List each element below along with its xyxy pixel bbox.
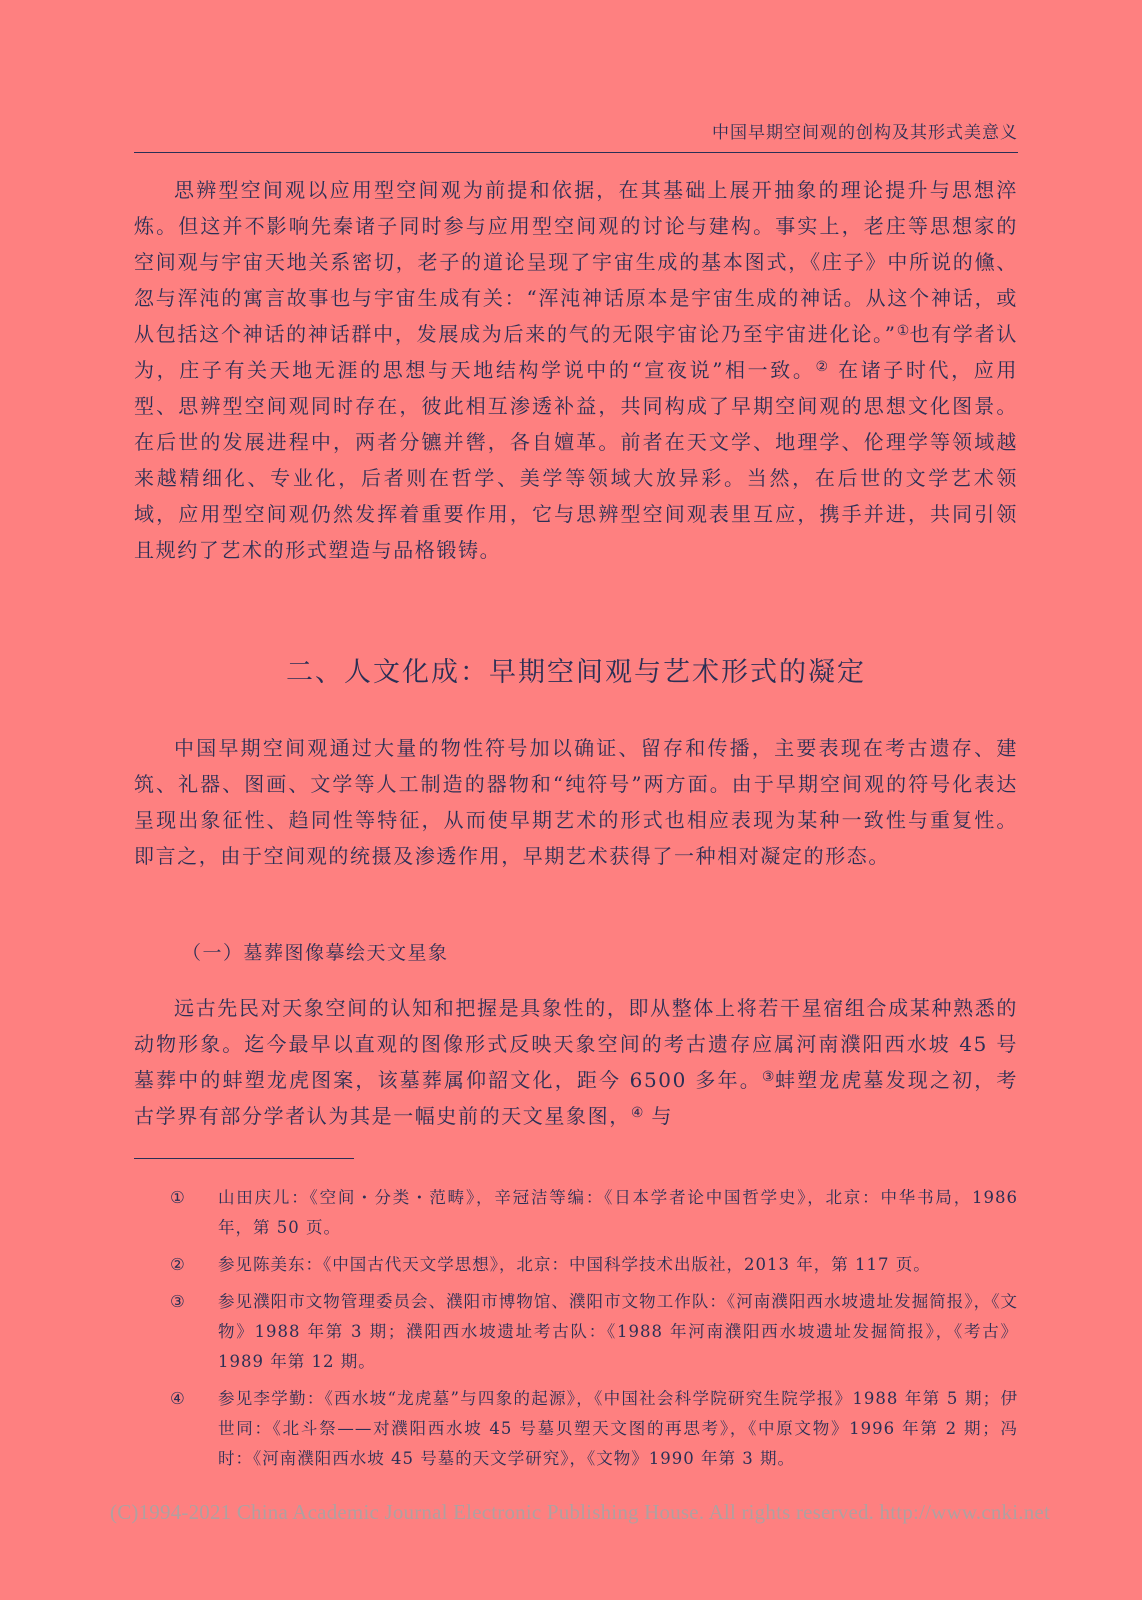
footnote-marker: ②: [170, 1255, 186, 1274]
paragraph-text: 与: [643, 1104, 673, 1128]
footnotes: [170, 1183, 1018, 1481]
footnote-divider: [134, 1158, 354, 1159]
footnote-4: [170, 1384, 1018, 1474]
footnote-marker: ③: [170, 1292, 186, 1311]
paragraph-text: 思辨型空间观以应用型空间观为前提和依据，在其基础上展开抽象的理论提升与思想淬炼。但这并不影响先秦诸子同时参与应用型空间观的讨论与建构。事实上，老庄等思想家的空间观与宇宙天地关系密切，老子的道论呈现了宇宙生成的基本图式，《庄子》中所说的儵、忽与浑沌的寓言故事也与宇宙生成有关：“浑沌神话原本是宇宙生成的神话。从这个神话，或从包括这个神话的神话群中，发展成为后来的气的无限宇宙论乃至宇宙进化论。”: [134, 178, 1018, 346]
copyright-watermark: (C)1994-2021 China Academic Journal Electronic Publishing House. All rights reserved. http://www.cnki.net: [110, 1500, 1050, 1524]
footnote-ref-4[interactable]: ④: [630, 1105, 644, 1121]
body-paragraph-2: 中国早期空间观通过大量的物性符号加以确证、留存和传播，主要表现在考古遗存、建筑、礼器、图画、文学等人工制造的器物和“纯符号”两方面。由于早期空间观的符号化表达呈现出象征性、趋同性等特征，从而使早期艺术的形式也相应表现为某种一致性与重复性。即言之，由于空间观的统摄及渗透作用，早期艺术获得了一种相对凝定的形态。: [134, 736, 1018, 868]
footnote-marker: ①: [170, 1188, 186, 1207]
footnote-ref-2[interactable]: ②: [815, 359, 830, 375]
subsection-title: （一）墓葬图像摹绘天文星象: [182, 942, 449, 964]
body-paragraph-3: [134, 990, 1018, 1134]
footnote-marker: ④: [170, 1389, 186, 1408]
footnote-ref-1[interactable]: ①: [896, 323, 910, 339]
body-paragraph-1: [134, 172, 1018, 568]
paragraph-text: 远古先民对天象空间的认知和把握是具象性的，即从整体上将若干星宿组合成某种熟悉的动物形象。迄今最早以直观的图像形式反映天象空间的考古遗存应属河南濮阳西水坡 45 号墓葬中的蚌塑龙虎图案，该墓葬属仰韶文化，距今 6500 多年。: [134, 996, 1018, 1092]
footnote-text: 参见李学勤：《西水坡“龙虎墓”与四象的起源》，《中国社会科学院研究生院学报》1988 年第 5 期；伊世同：《北斗祭——对濮阳西水坡 45 号墓贝塑天文图的再思考》，《中原文物》1996 年第 2 期；冯时：《河南濮阳西水坡 45 号墓的天文学研究》，《文物》1990 年第 3 期。: [218, 1389, 1018, 1468]
footnote-1: [170, 1183, 1018, 1243]
paragraph-text: 蚌塑龙虎墓发现之初，考古学界有部分学者认为其是一幅史前的天文星象图，: [134, 1068, 1018, 1128]
footnote-2: [170, 1250, 1018, 1280]
section-title: 二、人文化成：早期空间观与艺术形式的凝定: [286, 657, 866, 688]
header-divider: [134, 152, 1018, 153]
running-head: 中国早期空间观的创构及其形式美意义: [712, 123, 1018, 143]
footnote-text: 山田庆儿：《空间・分类・范畴》，辛冠洁等编：《日本学者论中国哲学史》，北京：中华书局，1986 年，第 50 页。: [218, 1188, 1018, 1237]
footnote-text: 参见濮阳市文物管理委员会、濮阳市博物馆、濮阳市文物工作队：《河南濮阳西水坡遗址发掘简报》，《文物》1988 年第 3 期；濮阳西水坡遗址考古队：《1988 年河南濮阳西水坡遗址发掘简报》，《考古》1989 年第 12 期。: [218, 1292, 1018, 1371]
footnote-ref-3[interactable]: ③: [761, 1069, 775, 1085]
paragraph-text: 在诸子时代，应用型、思辨型空间观同时存在，彼此相互渗透补益，共同构成了早期空间观的思想文化图景。在后世的发展进程中，两者分镳并辔，各自嬗革。前者在天文学、地理学、伦理学等领域越来越精细化、专业化，后者则在哲学、美学等领域大放异彩。当然，在后世的文学艺术领域，应用型空间观仍然发挥着重要作用，它与思辨型空间观表里互应，携手并进，共同引领且规约了艺术的形式塑造与品格锻铸。: [134, 358, 1018, 562]
paragraph-text: 也有学者认为，庄子有关天地无涯的思想与天地结构学说中的“宣夜说”相一致。: [134, 322, 1019, 382]
footnote-3: [170, 1287, 1018, 1377]
footnote-text: 参见陈美东：《中国古代天文学思想》，北京：中国科学技术出版社，2013 年，第 117 页。: [218, 1255, 931, 1274]
